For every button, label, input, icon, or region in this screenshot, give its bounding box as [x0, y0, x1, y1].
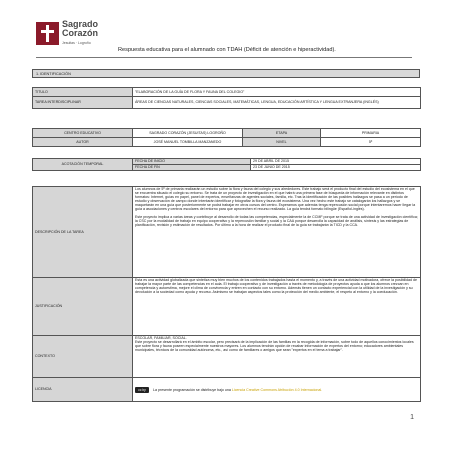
descripcion-paragraph-2: Este proyecto implica a varias áreas y contribuye al desarrollo de todas las competencias, especialmente la de CCMF porque se trata de una actividad de investigación científica; la CSC por la modalidad de trabajo en equipo cooperativo y la repercusión familiar y social y la CAA porque desarrolla la capacidad de análisis, síntesis y las estrategias de planificación, revisión y estimación de resultados. Por último a la hora de realizar el producto final de la guía se trabajarán la TICD y la CCA. [135, 214, 418, 227]
autor-label: AUTOR [33, 138, 133, 147]
licencia-text: La presente programación se distribuye bajo una [153, 387, 232, 392]
etapa-value: PRIMARIA [321, 129, 421, 138]
centro-label: CENTRO EDUCATIVO [33, 129, 133, 138]
licencia-value [133, 378, 421, 402]
table-row [33, 129, 421, 138]
fecha-fin-label: FECHA DE FIN [133, 165, 251, 171]
acotacion-label: ACOTACIÓN TEMPORAL [33, 159, 133, 171]
table-row [33, 88, 421, 97]
descripcion-paragraph-1: Los alumnos de 5º de primaria realizarán un estudio sobre la flora y fauna del colegio y sus alrededores. Este trabajo será el producto final del estudio del ecosistema en el que se encuentra situado el colegio su entorno. Se trata de un proyecto de investigación en el que habrá una primera fase de búsqueda de información relevante en distintos formatos: Internet, guías en papel, panel de expertos, enseñanzas de agentes sociales, familia, etc. Tras la identificación de las posibles hallazgos se pasa a un período de estudio y observación de campo donde intentarán identificar y fotografiar la flora y fauna del ecosistema. Una vez hecho este trabajo se catalogarán los hallazgos y se maquetarán en una guía que posteriormente se podrá trabajar en otros cursos del centro. Esperamos que además tenga repercusión social porque intentaremos hacer llegar la guía a asociaciones y centros escolares del entorno para que aprovechen el recurso realizado. La guía tendrá formato bilingüe (Español-inglés). [135, 187, 416, 212]
page-number: 1 [410, 414, 414, 421]
autor-value: JOSÉ MANUEL TOMBILLA MANZANEDO [133, 138, 243, 147]
centro-table [32, 128, 421, 147]
header-divider [36, 57, 412, 58]
table-row [33, 138, 421, 147]
descripcion-value [133, 187, 421, 278]
table-row [33, 378, 421, 402]
identification-table [32, 87, 421, 109]
nivel-label: NIVEL [243, 138, 321, 147]
fecha-inicio-value: 29 DE ABRIL DE 2015 [251, 159, 421, 165]
logo-subtitle: Jesuitas · Logroño [62, 41, 91, 45]
licencia-link[interactable]: Licencia Creative Commons Atribución 4.0 Internacional. [231, 387, 323, 392]
section-identificacion-header: 1. IDENTIFICACIÓN [32, 69, 420, 78]
contexto-text: Este proyecto se desarrollará en el ámbito escolar, pero precisará de la implicación de las familias en la recogida de información, sobre todo de aquellos conocimientos locales que sobre flora y fauna poseen especialmente nuestros mayores. Los alumnos tendrán opción de recabar información de expertos del entorno; educadores ambientales municipales, técnicos de la comunidad autónoma, etc., así como de familiares o amigos que sean "expertos en el tema a trabajar". [135, 340, 414, 353]
table-row [33, 336, 421, 378]
licencia-label: LICENCIA [33, 378, 133, 402]
fecha-inicio-label: FECHA DE INICIO [133, 159, 251, 165]
titulo-value: "ELABORACIÓN DE LA GUÍA DE FLORA Y FAUNA DEL COLEGIO" [133, 88, 421, 97]
table-row [33, 97, 421, 109]
justificacion-value: Esta es una actividad globalizada que sintetiza muy bien muchos de los contenidos trabajados hasta el momento y, a través de una actividad motivadora, ofrece la posibilidad de trabajar la mayor parte de las competencias en el aula. El trabajo cooperativo y de investigación a través de metodología de proyectos ayuda a que los alumnos crezcan en competencia y autoestima, mejore el clima de convivencia y entren en contacto con su entorno. Además tienen un contacto experiencial con la utilidad de la investigación y su devolución a la sociedad como ayuda y recurso. Asimismo se trabajan aspectos tales como la protección del medio ambiente, el respeto al entorno y la coeducación. [133, 278, 421, 336]
creative-commons-icon: cc by [135, 387, 149, 393]
document-title: Respuesta educativa para el alumnado con TDAH (Déficit de atención e hiperactividad). [118, 47, 336, 53]
tarea-value: ÁREAS DE CIENCIAS NATURALES, CIENCIAS SOCIALES, MATEMÁTICAS, LENGUA, EDUCACIÓN ARTÍSTICA Y LENGUA EXTRANJERA (INGLÉS) [133, 97, 421, 109]
titulo-label: TITULO [33, 88, 133, 97]
fecha-fin-value: 23 DE JUNIO DE 2015 [251, 165, 421, 171]
table-row [33, 187, 421, 278]
table-row [33, 278, 421, 336]
contexto-value [133, 336, 421, 378]
contexto-label: CONTEXTO [33, 336, 133, 378]
tarea-label: TAREA INTERDISCIPLINAR [33, 97, 133, 109]
contexto-scope: ESCOLAR, FAMILIAR, SOCIAL. [135, 336, 187, 340]
descripcion-label: DESCRIPCIÓN DE LA TAREA [33, 187, 133, 278]
logo-wordmark: Sagrado Corazón [62, 19, 99, 38]
acotacion-table [32, 158, 421, 171]
etapa-label: ETAPA [243, 129, 321, 138]
logo-emblem [36, 22, 59, 45]
centro-value: SAGRADO CORAZÓN (JESUITAS) LOGROÑO [133, 129, 243, 138]
justificacion-label: JUSTIFICACIÓN [33, 278, 133, 336]
details-table [32, 186, 421, 402]
nivel-value: 5º [321, 138, 421, 147]
